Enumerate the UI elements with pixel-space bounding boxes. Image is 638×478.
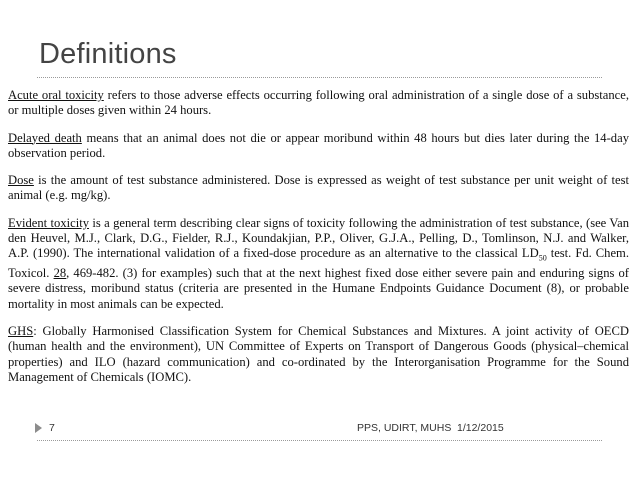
ld-subscript: 50 (538, 253, 547, 263)
definition-text: means that an animal does not die or appear moribund within 48 hours but dies later during the 14-day observation period. (8, 130, 629, 160)
definition-term: Acute oral toxicity (8, 88, 104, 102)
definition-ghs (8, 324, 629, 385)
definition-evident-toxicity (8, 216, 629, 312)
title-divider (37, 77, 602, 78)
definition-text: refers to those adverse effects occurring following oral administration of a single dose of a substance, or multiple doses given within 24 hours. (8, 88, 629, 118)
definition-text: is the amount of test substance administered. Dose is expressed as weight of test substance per unit weight of test animal (e.g. mg/kg). (8, 173, 629, 203)
definition-text: test. Fd. Chem. Toxicol. (8, 246, 629, 281)
definition-text: , 469-482. (3) for examples) such that at the next highest fixed dose either severe pain and enduring signs of severe distress, moribund status (criteria are presented in the Humane Endpoints Guidance Document (8), or probable mortality in most animals can be expected. (8, 266, 629, 311)
footer-date: 1/12/2015 (457, 422, 504, 434)
footer-divider (37, 440, 602, 441)
definition-text: : Globally Harmonised Classification System for Chemical Substances and Mixtures. A joint activity of OECD (human health and the environment), UN Committee of Experts on Transport of Dangerous Goods (physical–chemical properties) and ILO (hazard communication) and co-ordinated by the Interorganisation Programme for the Sound Management of Chemicals (IOMC). (8, 324, 629, 384)
definition-dose (8, 173, 629, 204)
definition-term: Dose (8, 173, 34, 188)
definition-term: Delayed death (8, 130, 82, 145)
definitions-list (8, 88, 629, 397)
footer-credit: PPS, UDIRT, MUHS (357, 422, 452, 434)
slide-footer (0, 418, 638, 442)
page-number: 7 (49, 422, 55, 434)
definition-term: GHS (8, 324, 34, 339)
journal-volume: 28 (53, 266, 67, 281)
slide-title: Definitions (39, 38, 177, 70)
definition-text: is a general term describing clear signs of toxicity following the administration of test substance, (see Van den Heuvel, M.J., Clark, D.G., Fielder, R.J., Koundakjian, P.P., Oliver, G.J.A., Pelling, D., Tomlinson, N.J. and Walker, A.P. (1990). The international validation of a fixed-dose procedure as an alternative to the classical LD (8, 215, 629, 261)
definition-acute-oral-toxicity (8, 88, 629, 119)
triangle-right-icon (35, 423, 42, 433)
definition-term: Evident toxicity (8, 215, 90, 230)
definition-delayed-death (8, 131, 629, 162)
